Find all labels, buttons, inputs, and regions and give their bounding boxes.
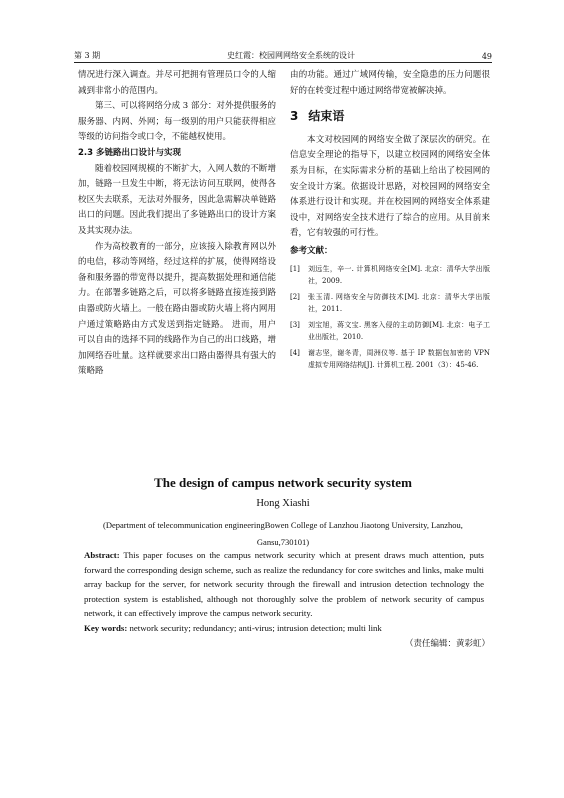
reference-item <box>290 263 490 288</box>
english-abstract <box>84 548 484 636</box>
reference-index: [4] <box>290 348 300 357</box>
section-title: 结束语 <box>308 109 345 124</box>
english-author: Hong Xiashi <box>256 498 310 509</box>
abstract-label: Abstract: <box>84 550 120 560</box>
english-title: The design of campus network security system <box>154 475 412 490</box>
paragraph: 第三、可以将网络分成 3 部分：对外提供服务的服务器、内网、外网；每一级别的用户只能获得相应等级的访问指令或口令，不能越权使用。 <box>78 101 276 143</box>
reference-index: [3] <box>290 320 300 329</box>
section-number: 3 <box>290 109 299 124</box>
left-column <box>78 68 276 380</box>
reference-text: 张玉清. 网络安全与防御技术[M]. 北京：清华大学出版社，2011. <box>308 292 490 314</box>
paragraph: 本文对校园网的网络安全做了深层次的研究。在信息安全理论的指导下，以建立校园网的网络安全体系为目标，在实际需求分析的基础上给出了校园网的安全设计方案。依据设计思路，对校园网的网络安全体系进行设计和实现。并在校园网的网络安全体系建设中，对网络安全技术进行了综合的应用。从目前来看，它有较强的可行性。 <box>290 134 490 239</box>
affiliation-line: Gansu,730101) <box>256 537 310 547</box>
reference-text: 刘远生，辛一. 计算机网络安全[M]. 北京：清华大学出版社，2009. <box>308 264 490 286</box>
keywords-text: network security; redundancy; anti-virus; intrusion detection; multi link <box>129 622 382 633</box>
paragraph: 随着校园网规模的不断扩大，入网人数的不断增加，链路一旦发生中断，将无法访问互联网，使得各校区失去联系，无法对外服务，因此急需解决单链路出口的问题。因此我们提出了多链路出口的设计方案及其实现办法。 <box>78 163 276 236</box>
section-heading <box>290 109 490 125</box>
running-header <box>74 47 492 61</box>
reference-item <box>290 347 490 372</box>
issue-number: 第 3 期 <box>74 51 101 60</box>
affiliation-line: (Department of telecommunication engineeringBowen College of Lanzhou Jiaotong University, Lanzhou, <box>103 520 463 530</box>
paragraph: 情况进行深入调查。并尽可把拥有管理员口令的人缩减到非常小的范围内。 <box>78 70 276 96</box>
subsection-title: 2.3 多链路出口设计与实现 <box>78 147 182 158</box>
right-column <box>290 68 490 372</box>
reference-item <box>290 291 490 316</box>
reference-index: [2] <box>290 292 300 301</box>
page-number: 49 <box>481 52 492 61</box>
paragraph: 由的功能。通过广域网传输，安全隐患的压力问题很好的在转变过程中通过网络带宽被解决掉。 <box>290 70 490 96</box>
keywords-paragraph <box>84 621 484 636</box>
english-affiliation <box>84 517 482 551</box>
references-title: 参考文献： <box>290 245 333 256</box>
running-title: 史红霞：校园网网络安全系统的设计 <box>227 51 355 60</box>
abstract-paragraph <box>84 548 484 621</box>
reference-text: 谢志坚，谢冬青，周洲仪等. 基于 IP 数据包加密的 VPN 虚拟专用网络结构[J]. 计算机工程. 2001（3）：45-46. <box>308 348 490 370</box>
keywords-label: Key words: <box>84 622 128 633</box>
reference-item <box>290 319 490 344</box>
header-rule <box>74 62 492 63</box>
editor-note: （责任编辑：黄彩虹） <box>404 639 490 649</box>
paragraph: 作为高校教育的一部分，应该接入除教育网以外的电信，移动等网络，经过这样的扩展，使得网络设备和服务器的带宽得以提升，提高数据处理和通信能力。在部署多链路之后，可以将多链路直接连接到路由器或防火墙上。一般在路由器或防火墙上将内网用户通过策略路由方式发送到指定链路。 进而，用户可以自由的选择不同的线路作为自己的出口线路，增加网络吞吐量。这样就要求出口路由器得具有强大的策略路 <box>78 241 276 377</box>
abstract-text: This paper focuses on the campus network security which at present draws much attention, puts forward the corresponding design scheme, such as realize the redundancy for core switches and links, make multi array backup for the server, for network security through the firewall and intrusion detection technology the protection system is established, although not thoroughly solve the problem of network security of campus network, it can effectively improve the campus network security. <box>84 550 484 619</box>
reference-index: [1] <box>290 264 300 273</box>
reference-text: 刘宝旭，蒋文宝. 黑客入侵的主动防御[M]. 北京：电子工业出版社，2010. <box>308 320 490 342</box>
